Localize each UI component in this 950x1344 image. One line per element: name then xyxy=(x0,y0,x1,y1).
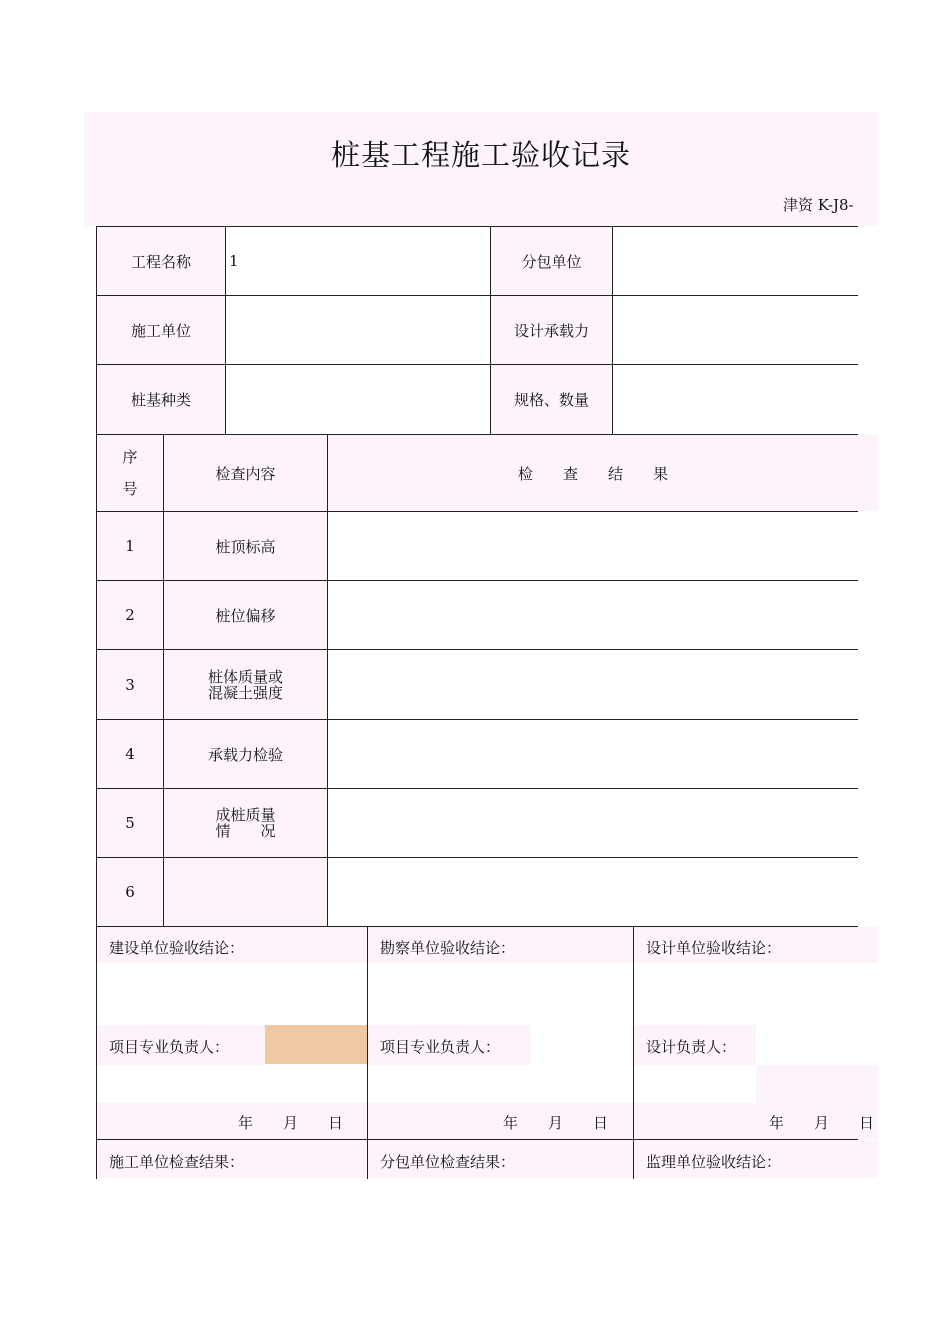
row-result[interactable] xyxy=(328,650,858,719)
contractor-check-heading: 施工单位检查结果： xyxy=(109,1153,245,1171)
design-date: 年 月 日 xyxy=(769,1114,875,1132)
label-contractor: 施工单位 xyxy=(130,321,191,340)
label-design-capacity: 设计承载力 xyxy=(513,321,589,340)
survey-date: 年 月 日 xyxy=(503,1114,609,1132)
design-person-label: 设计负责人： xyxy=(646,1038,737,1056)
row-result[interactable] xyxy=(328,581,858,649)
design-conclusion-heading: 设计单位验收结论： xyxy=(646,939,782,957)
row-index: 5 xyxy=(125,814,135,832)
col-content-header: 检查内容 xyxy=(215,464,276,483)
row-index: 1 xyxy=(125,537,135,555)
col-divider xyxy=(633,926,634,1179)
date-band xyxy=(97,1103,878,1139)
signature-highlight-cell[interactable] xyxy=(265,1025,367,1064)
label-spec-quantity: 规格、数量 xyxy=(513,391,589,409)
col-divider xyxy=(612,226,613,435)
value-project-name[interactable]: 1 xyxy=(229,252,239,270)
label-subcontractor: 分包单位 xyxy=(521,252,582,271)
row-result[interactable] xyxy=(328,512,858,580)
row-result[interactable] xyxy=(328,720,858,788)
label-pile-type: 桩基种类 xyxy=(130,391,191,409)
row-content: 承载力检验 xyxy=(207,745,283,764)
owner-person-label: 项目专业负责人： xyxy=(109,1038,230,1056)
row-result[interactable] xyxy=(328,858,858,926)
row-index: 3 xyxy=(125,675,135,694)
row-index: 6 xyxy=(125,883,135,901)
label-project-name: 工程名称 xyxy=(130,252,191,271)
col-index-header: 序 号 xyxy=(122,448,138,498)
survey-person-label: 项目专业负责人： xyxy=(380,1038,501,1056)
supervisor-conclusion-heading: 监理单位验收结论： xyxy=(646,1153,782,1171)
col-divider xyxy=(367,926,368,1179)
row-divider xyxy=(97,1139,858,1140)
col-divider xyxy=(225,226,226,435)
row-index: 4 xyxy=(125,745,135,763)
subcontractor-check-heading: 分包单位检查结果： xyxy=(380,1153,516,1171)
row-content: 桩体质量或 混凝土强度 xyxy=(207,667,283,702)
row-divider xyxy=(97,926,858,927)
sign-band-3 xyxy=(756,1065,878,1103)
survey-conclusion-heading: 勘察单位验收结论： xyxy=(380,939,516,957)
row-content: 成桩质量 情 况 xyxy=(215,806,276,840)
form-code: 津资 K-J8- xyxy=(783,196,854,214)
col-result-header: 检 查 结 果 xyxy=(517,464,668,483)
row-content: 桩位偏移 xyxy=(215,606,276,625)
row-content xyxy=(164,858,327,926)
page-title: 桩基工程施工验收记录 xyxy=(330,137,631,172)
row-content: 桩顶标高 xyxy=(215,537,276,556)
owner-date: 年 月 日 xyxy=(238,1114,344,1132)
owner-conclusion-heading: 建设单位验收结论： xyxy=(109,939,245,957)
row-index: 2 xyxy=(125,606,135,624)
row-result[interactable] xyxy=(328,789,858,857)
